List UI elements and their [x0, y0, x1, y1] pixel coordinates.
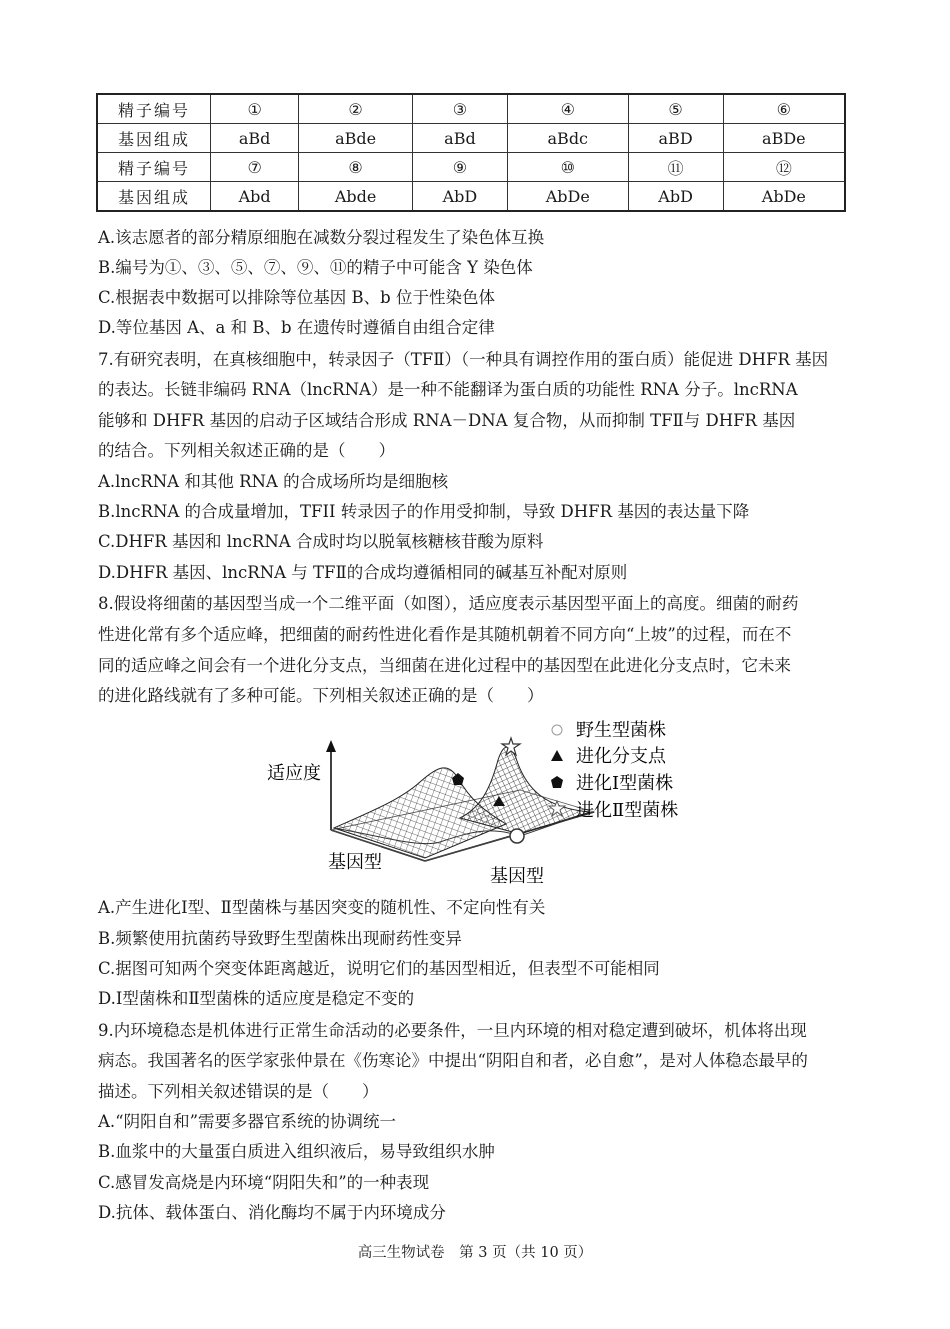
- table-cell: ⑪: [628, 153, 723, 182]
- q8-stem-line: 同的适应峰之间会有一个进化分支点，当细菌在进化过程中的基因型在此进化分支点时，它未来: [98, 656, 791, 675]
- row-header: 基因组成: [97, 182, 211, 212]
- q9-option-c: C.感冒发高烧是内环境“阴阳失和”的一种表现: [98, 1173, 430, 1192]
- q9-stem-line: 病态。我国著名的医学家张仲景在《伤寒论》中提出“阴阳自和者，必自愈”，是对人体稳态最早的: [98, 1051, 808, 1070]
- table-cell: Abd: [211, 182, 299, 212]
- q8-stem-line: 的进化路线就有了多种可能。下列相关叙述正确的是（ ）: [98, 686, 544, 705]
- table-cell: AbD: [412, 182, 507, 212]
- legend-wild-type-icon: [552, 725, 562, 735]
- table-cell: ⑫: [723, 153, 845, 182]
- table-cell: ②: [299, 94, 413, 124]
- legend: [549, 720, 678, 821]
- q6-option-a: A.该志愿者的部分精原细胞在减数分裂过程发生了染色体互换: [98, 228, 545, 247]
- q7-option-d: D.DHFR 基因、lncRNA 与 TFⅡ的合成均遵循相同的碱基互补配对原则: [98, 563, 628, 582]
- row-header: 精子编号: [97, 94, 211, 124]
- table-cell: Abde: [299, 182, 413, 212]
- x-axis-label-2: 基因型: [490, 866, 544, 887]
- table-cell: aBDe: [723, 124, 845, 153]
- table-cell: ⑩: [508, 153, 628, 182]
- legend-branch-point: 进化分支点: [576, 746, 666, 767]
- q6-option-c: C.根据表中数据可以排除等位基因 B、b 位于性染色体: [98, 288, 495, 307]
- table-cell: AbDe: [723, 182, 845, 212]
- q7-option-b: B.lncRNA 的合成量增加，TFII 转录因子的作用受抑制，导致 DHFR 基因的表达量下降: [98, 502, 750, 521]
- legend-wild-type: 野生型菌株: [576, 720, 666, 741]
- table-cell: ⑨: [412, 153, 507, 182]
- table-cell: aBde: [299, 124, 413, 153]
- x-axis-label-1: 基因型: [328, 852, 382, 873]
- y-axis-label: 适应度: [267, 763, 321, 784]
- table-cell: AbD: [628, 182, 723, 212]
- q7-stem-line: 的结合。下列相关叙述正确的是（ ）: [98, 441, 395, 460]
- table-cell: ⑤: [628, 94, 723, 124]
- table-cell: ①: [211, 94, 299, 124]
- q7-stem-line: 7.有研究表明，在真核细胞中，转录因子（TFⅡ）（一种具有调控作用的蛋白质）能促进 DHFR 基因: [98, 350, 829, 369]
- table-cell: aBdc: [508, 124, 628, 153]
- table-cell: aBd: [211, 124, 299, 153]
- legend-branch-point-icon: [551, 750, 563, 761]
- q9-stem-line: 9.内环境稳态是机体进行正常生命活动的必要条件，一旦内环境的相对稳定遭到破坏，机体将出现: [98, 1021, 807, 1040]
- table-cell: AbDe: [508, 182, 628, 212]
- q8-option-b: B.频繁使用抗菌药导致野生型菌株出现耐药性变异: [98, 929, 462, 948]
- q6-option-b: B.编号为①、③、⑤、⑦、⑨、⑪的精子中可能含 Y 染色体: [98, 258, 533, 277]
- legend-type-ii: 进化Ⅱ型菌株: [576, 800, 679, 821]
- table-cell: aBd: [412, 124, 507, 153]
- peak-ii: [460, 747, 590, 834]
- row-header: 精子编号: [97, 153, 211, 182]
- q6-option-d: D.等位基因 A、a 和 B、b 在遗传时遵循自由组合定律: [98, 318, 495, 337]
- q9-stem-line: 描述。下列相关叙述错误的是（ ）: [98, 1082, 379, 1101]
- page-footer: 高三生物试卷 第 3 页（共 10 页）: [357, 1245, 593, 1261]
- table-cell: ⑧: [299, 153, 413, 182]
- q8-stem-line: 8.假设将细菌的基因型当成一个二维平面（如图），适应度表示基因型平面上的高度。细菌的耐药: [98, 594, 799, 613]
- q7-option-a: A.lncRNA 和其他 RNA 的合成场所均是细胞核: [98, 472, 449, 491]
- q9-option-d: D.抗体、载体蛋白、消化酶均不属于内环境成分: [98, 1203, 446, 1222]
- q8-stem-line: 性进化常有多个适应峰，把细菌的耐药性进化看作是其随机朝着不同方向“上坡”的过程，而在不: [98, 625, 792, 644]
- table-cell: ⑦: [211, 153, 299, 182]
- q7-option-c: C.DHFR 基因和 lncRNA 合成时均以脱氧核糖核苷酸为原料: [98, 532, 544, 551]
- legend-type-i: 进化Ⅰ型菌株: [576, 773, 674, 794]
- table-cell: ⑥: [723, 94, 845, 124]
- table-cell: aBD: [628, 124, 723, 153]
- legend-type-i-icon: [551, 776, 563, 788]
- q8-option-c: C.据图可知两个突变体距离越近，说明它们的基因型相近，但表型不可能相同: [98, 959, 660, 978]
- wild-type-marker: [510, 829, 524, 843]
- q9-option-b: B.血浆中的大量蛋白质进入组织液后，易导致组织水肿: [98, 1142, 495, 1161]
- row-header: 基因组成: [97, 124, 211, 153]
- q9-option-a: A.“阴阳自和”需要多器官系统的协调统一: [98, 1112, 397, 1131]
- q8-option-a: A.产生进化Ⅰ型、Ⅱ型菌株与基因突变的随机性、不定向性有关: [98, 898, 546, 917]
- table-cell: ④: [508, 94, 628, 124]
- q7-stem-line: 能够和 DHFR 基因的启动子区域结合形成 RNA－DNA 复合物，从而抑制 TFⅡ与 DHFR 基因: [98, 411, 796, 430]
- q7-stem-line: 的表达。长链非编码 RNA（lncRNA）是一种不能翻译为蛋白质的功能性 RNA 分子。lncRNA: [98, 380, 798, 399]
- q8-option-d: D.Ⅰ型菌株和Ⅱ型菌株的适应度是稳定不变的: [98, 989, 415, 1008]
- table-cell: ③: [412, 94, 507, 124]
